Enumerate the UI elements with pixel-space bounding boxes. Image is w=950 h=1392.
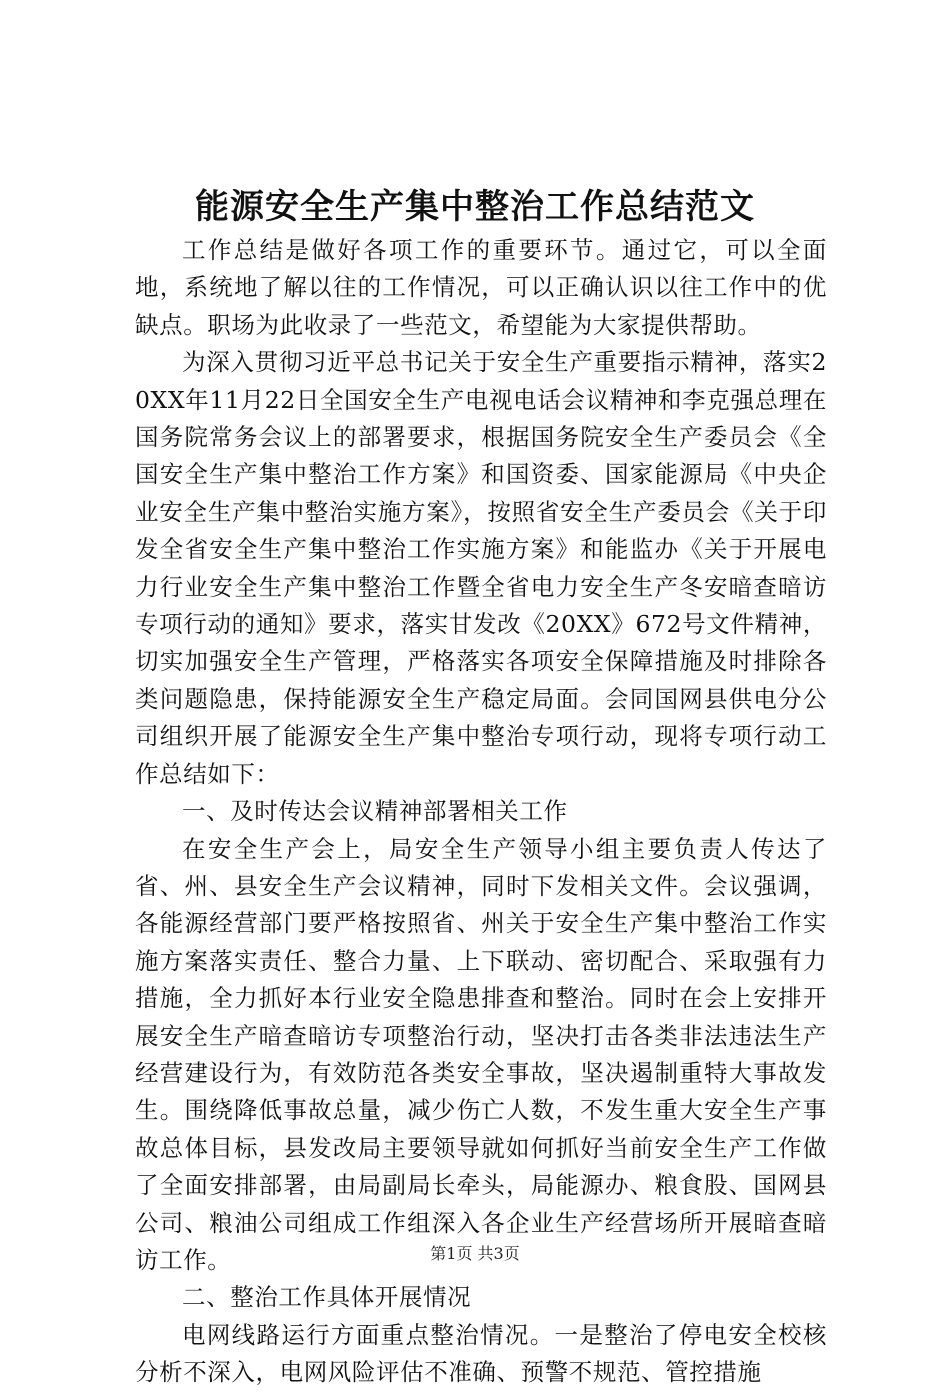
section-heading-1: 一、及时传达会议精神部署相关工作 [182, 797, 568, 826]
section-paragraph-2: 电网线路运行方面重点整治情况。一是整治了停电安全校核分析不深入，电网风险评估不准确、预警不规范、管控措施 [135, 1320, 827, 1387]
section-heading-2: 二、整治工作具体开展情况 [182, 1283, 472, 1312]
page-number-footer: 第1页 共3页 [430, 1244, 520, 1263]
document-body [135, 232, 827, 1392]
document-title: 能源安全生产集中整治工作总结范文 [195, 187, 755, 227]
background-paragraph: 为深入贯彻习近平总书记关于安全生产重要指示精神，落实20XX年11月22日全国安全生产电视电话会议精神和李克强总理在国务院常务会议上的部署要求，根据国务院安全生产委员会《全国安全生产集中整治工作方案》和国资委、国家能源局《中央企业安全生产集中整治实施方案》，按照省安全生产委员会《关于印发全省安全生产集中整治工作实施方案》和能监办《关于开展电力行业安全生产集中整治工作暨全省电力安全生产冬安暗查暗访专项行动的通知》要求，落实甘发改《20XX》672号文件精神，切实加强安全生产管理，严格落实各项安全保障措施及时排除各类问题隐患，保持能源安全生产稳定局面。会同国网县供电分公司组织开展了能源安全生产集中整治专项行动，现将专项行动工作总结如下： [135, 348, 827, 788]
section-paragraph-1: 在安全生产会上，局安全生产领导小组主要负责人传达了省、州、县安全生产会议精神，同时下发相关文件。会议强调，各能源经营部门要严格按照省、州关于安全生产集中整治工作实施方案落实责任、整合力量、上下联动、密切配合、采取强有力措施，全力抓好本行业安全隐患排查和整治。同时在会上安排开展安全生产暗查暗访专项整治行动，坚决打击各类非法违法生产经营建设行为，有效防范各类安全事故，坚决遏制重特大事故发生。围绕降低事故总量，减少伤亡人数，不发生重大安全生产事故总体目标，县发改局主要领导就如何抓好当前安全生产工作做了全面安排部署，由局副局长牵头，局能源办、粮食股、国网县公司、粮油公司组成工作组深入各企业生产经营场所开展暗查暗访工作。 [135, 834, 827, 1274]
intro-paragraph: 工作总结是做好各项工作的重要环节。通过它，可以全面地，系统地了解以往的工作情况，可以正确认识以往工作中的优缺点。职场为此收录了一些范文，希望能为大家提供帮助。 [135, 236, 827, 339]
